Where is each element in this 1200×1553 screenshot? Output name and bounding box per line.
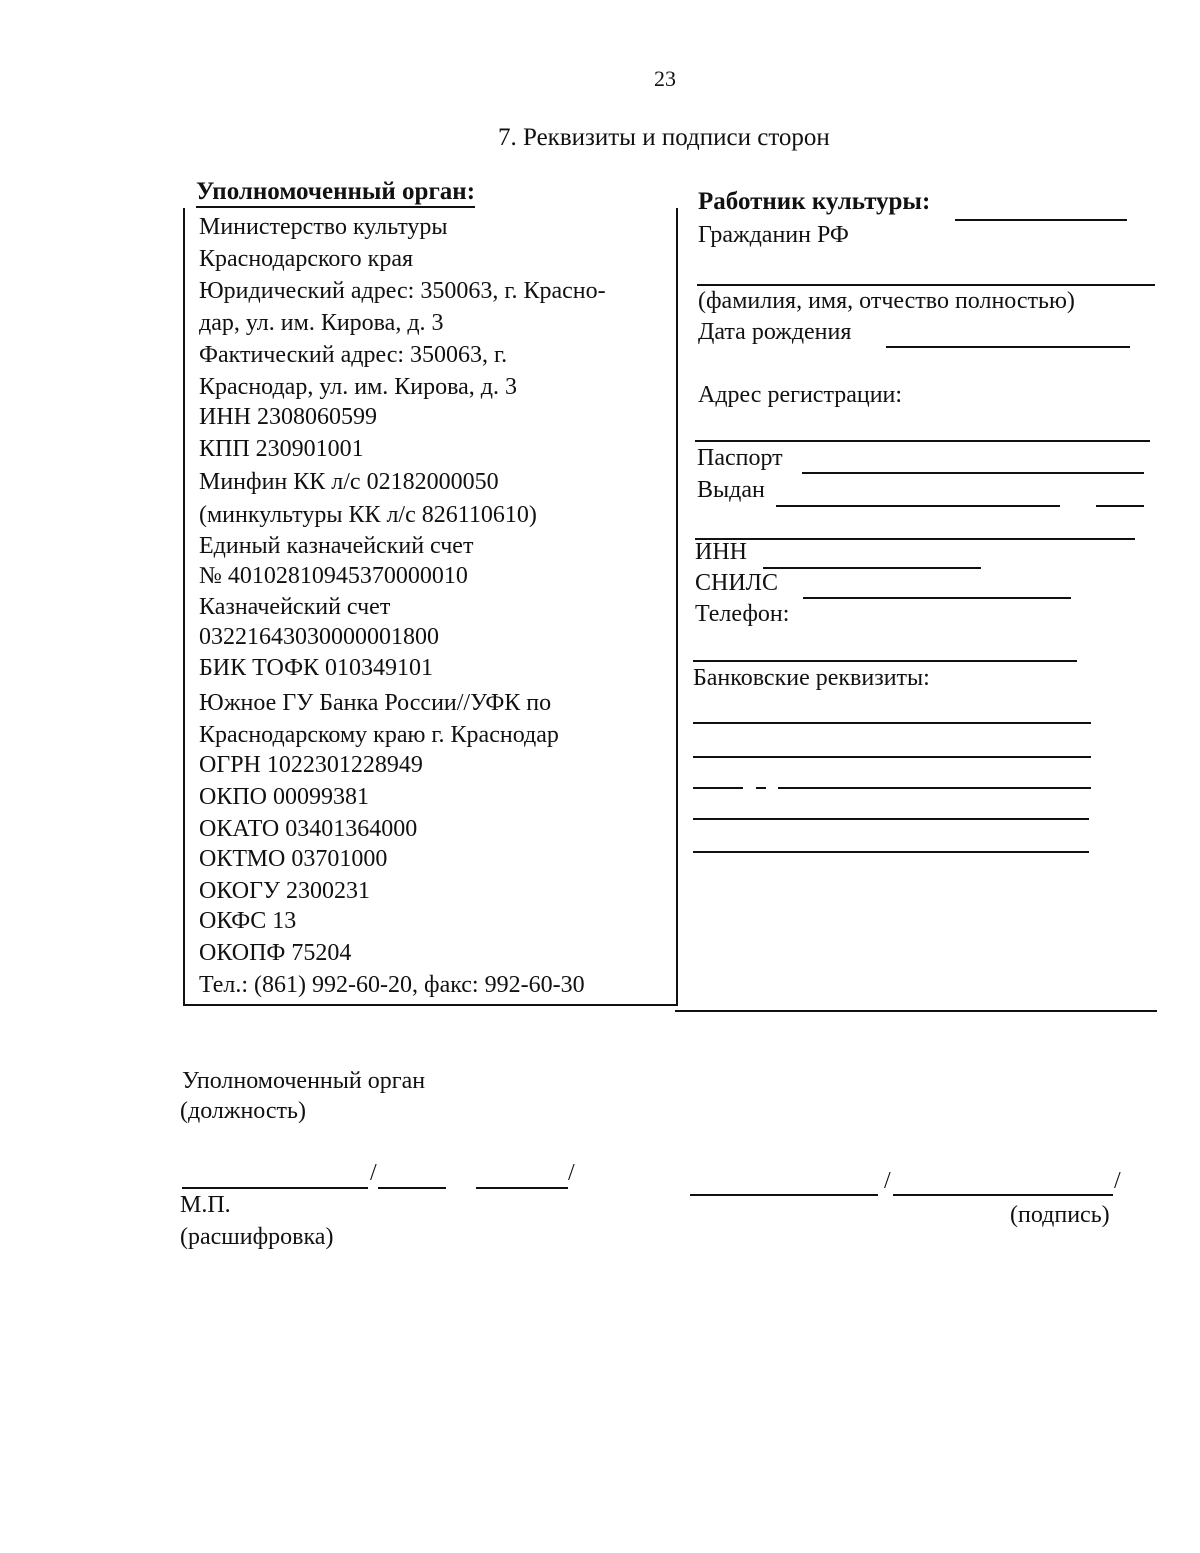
decoding-label: (расшифровка)	[180, 1224, 334, 1250]
authority-line: ОКОГУ 2300231	[199, 878, 370, 904]
authority-line: № 40102810945370000010	[199, 563, 468, 589]
bank-label: Банковские реквизиты:	[693, 665, 930, 691]
authority-line: Министерство культуры	[199, 214, 448, 240]
authority-line: ИНН 2308060599	[199, 404, 377, 430]
authority-line: дар, ул. им. Кирова, д. 3	[199, 310, 444, 336]
authority-line: ОКАТО 03401364000	[199, 816, 418, 842]
authority-line: Единый казначейский счет	[199, 533, 474, 559]
authority-line: Краснодарского края	[199, 246, 414, 272]
authority-line: ОГРН 1022301228949	[199, 752, 423, 778]
bank-line-dash	[756, 787, 766, 789]
phone-label: Телефон:	[695, 601, 790, 627]
worker-decoding-line[interactable]	[893, 1194, 1113, 1196]
authority-line: 03221643030000001800	[199, 624, 439, 650]
worker-header-rule	[955, 219, 1127, 221]
inn-line[interactable]	[763, 567, 981, 569]
table-bottom-rule	[675, 1010, 1157, 1012]
citizen-label: Гражданин РФ	[698, 222, 849, 248]
bank-line[interactable]	[693, 818, 1089, 820]
authority-details	[183, 208, 678, 1006]
issued-label: Выдан	[697, 477, 765, 503]
separator-slash: /	[1114, 1168, 1121, 1194]
authority-line: Тел.: (861) 992-60-20, факс: 992-60-30	[199, 972, 585, 998]
snils-line[interactable]	[803, 597, 1071, 599]
passport-label: Паспорт	[697, 445, 783, 471]
authority-sign-label: Уполномоченный орган	[182, 1068, 426, 1094]
issued-line-2[interactable]	[695, 538, 1135, 540]
section-title: 7. Реквизиты и подписи сторон	[498, 124, 830, 151]
worker-header: Работник культуры:	[698, 188, 931, 215]
bank-line[interactable]	[693, 756, 1091, 758]
decoding-line[interactable]	[378, 1187, 446, 1189]
decoding-line-2[interactable]	[476, 1187, 568, 1189]
passport-line[interactable]	[802, 472, 1144, 474]
birth-date-line[interactable]	[886, 346, 1130, 348]
authority-line: Казначейский счет	[199, 594, 391, 620]
authority-line: Фактический адрес: 350063, г.	[199, 342, 508, 368]
authority-header: Уполномоченный орган:	[196, 178, 475, 208]
signature-label: (подпись)	[1010, 1202, 1110, 1228]
authority-line: ОКПО 00099381	[199, 784, 370, 810]
snils-label: СНИЛС	[695, 570, 778, 596]
authority-line: Краснодарскому краю г. Краснодар	[199, 722, 559, 748]
issued-line[interactable]	[776, 505, 1060, 507]
bank-line[interactable]	[778, 787, 1091, 789]
separator-slash: /	[884, 1168, 891, 1194]
authority-line: Южное ГУ Банка России//УФК по	[199, 690, 552, 716]
authority-line: ОКФС 13	[199, 908, 297, 934]
issued-line-tail	[1096, 505, 1144, 507]
authority-line: (минкультуры КК л/с 826110610)	[199, 502, 537, 528]
authority-line: БИК ТОФК 010349101	[199, 655, 434, 681]
birth-date-label: Дата рождения	[698, 319, 852, 345]
authority-line: Краснодар, ул. им. Кирова, д. 3	[199, 374, 518, 400]
fio-hint: (фамилия, имя, отчество полностью)	[698, 288, 1075, 314]
authority-line: ОКТМО 03701000	[199, 846, 388, 872]
bank-line[interactable]	[693, 722, 1091, 724]
bank-line-dash	[693, 787, 743, 789]
bank-line[interactable]	[693, 851, 1089, 853]
separator-slash: /	[568, 1160, 575, 1186]
position-sign-line[interactable]	[182, 1187, 368, 1189]
authority-line: ОКОПФ 75204	[199, 940, 352, 966]
address-line[interactable]	[695, 440, 1150, 442]
separator-slash: /	[370, 1160, 377, 1186]
stamp-label: М.П.	[180, 1192, 231, 1218]
address-label: Адрес регистрации:	[698, 382, 903, 408]
page-number: 23	[654, 66, 676, 91]
position-label: (должность)	[180, 1098, 306, 1124]
authority-line: КПП 230901001	[199, 436, 364, 462]
authority-line: Минфин КК л/с 02182000050	[199, 469, 499, 495]
worker-sign-line[interactable]	[690, 1194, 878, 1196]
inn-label: ИНН	[695, 539, 747, 565]
phone-line[interactable]	[693, 660, 1077, 662]
authority-line: Юридический адрес: 350063, г. Красно-	[199, 278, 606, 304]
